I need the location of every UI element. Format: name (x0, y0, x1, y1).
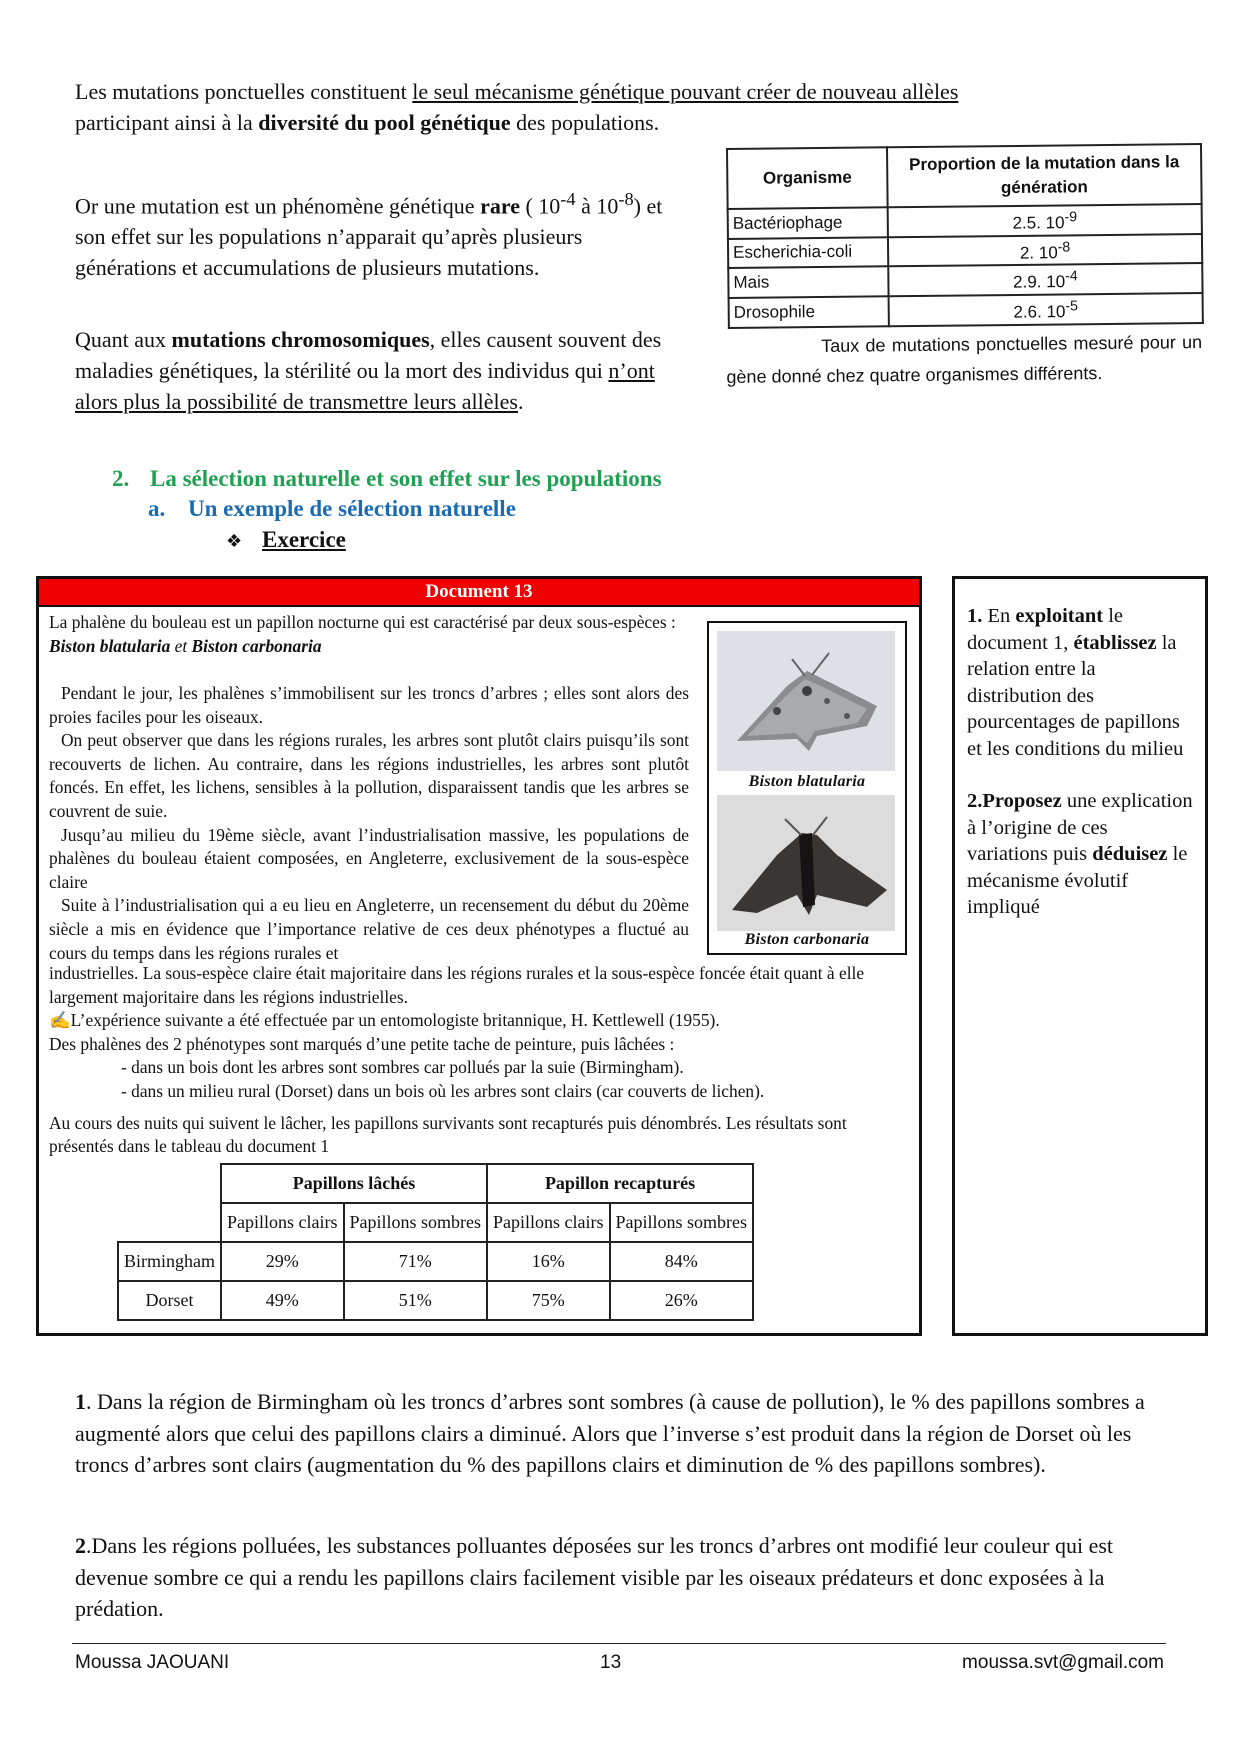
table-row: Mais 2.9. $10^{-4}$ (728, 263, 1202, 298)
document-title: Document 13 (39, 579, 919, 607)
row-header: Birmingham (118, 1242, 221, 1281)
table-row: Escherichia-coli 2. $10^{-8}$ (728, 234, 1202, 269)
results-table (117, 1163, 754, 1321)
list-item: - dans un bois dont les arbres sont sombres car pollués par la suie (Birmingham). (121, 1057, 684, 1078)
answer-1: 1. Dans la région de Birmingham où les troncs d’arbres sont sombres (à cause de pollution), le % des papillons sombres a augmenté alors que celui des papillons clairs a diminué. Alors que l’inverse s’est produit dans la région de Dorset où les troncs d’arbres sont clairs (augmentation du % des papillons clairs et diminution de % des papillons sombres). (75, 1389, 1145, 1477)
exercise-heading: ❖ Exercice (226, 527, 346, 552)
document-box (36, 576, 922, 1336)
question-2: 2.Proposez une explication à l’origine de ces variations puis déduisez le mécanisme évolutif impliqué (967, 790, 1193, 918)
table-row: Dorset 49% 51% 75% 26% (118, 1281, 753, 1320)
row-header: Dorset (118, 1281, 221, 1320)
page-number: 13 (600, 1652, 622, 1673)
intro-paragraph-1: Les mutations ponctuelles constituent le seul mécanisme génétique pouvant créer de nouveau allèles participant ainsi à la diversité du pool génétique des populations. (75, 79, 959, 135)
moth-photos (707, 621, 907, 955)
document-body: Pendant le jour, les phalènes s’immobilisent sur les troncs d’arbres ; elles sont alors des proies faciles pour les oiseaux. On peut observer que dans les régions rurales, les arbres sont plutôt clairs puisqu’ils sont recouverts de lichen. Au contraire, dans les régions industrielles, les arbres sont plutôt foncés. En effet, les lichens, sensibles à la pollution, disparaissent tandis que les arbres se couvrent de suie. Jusqu’au milieu du 19ème siècle, avant l’industrialisation massive, les populations de phalènes du bouleau étaient composées, en Angleterre, exclusivement de la sous-espèce claire Suite à l’industrialisation qui a eu lieu en Angleterre, un recensement du début du 20ème siècle a mis en évidence que l’importance relative de ces deux phénotypes a fluctué au cours du temps dans les régions rurales et (49, 683, 689, 963)
footer-divider (72, 1643, 1166, 1644)
underlined-text: n’ont alors plus la possibilité de transmettre leurs allèles (75, 358, 655, 414)
question-1: 1. En exploitant le document 1, établissez la relation entre la distribution des pourcentages de papillons et les conditions du milieu (967, 605, 1184, 760)
list-item: - dans un milieu rural (Dorset) dans un bois où les arbres sont clairs (car couverts de lichen). (121, 1080, 765, 1101)
mutation-table-caption: Taux de mutations ponctuelles mesuré pour un gène donné chez quatre organismes différents. (726, 332, 1203, 387)
subsection-heading: a. Un exemple de sélection naturelle (148, 496, 516, 521)
intro-paragraph-3: Quant aux mutations chromosomiques, elles causent souvent des maladies génétiques, la stérilité ou la mort des individus qui n’ont alors plus la possibilité de transmettre leurs allèles. (75, 327, 662, 414)
intro-paragraph-2: Or une mutation est un phénomène génétique rare ( $10^{-4}$ à $10^{-8}$) et son effet sur les populations n’apparait qu’après plusieurs générations et accumulations de plusieurs mutations. (75, 189, 663, 281)
table-row: Bactériophage 2.5. $10^{-9}$ (728, 204, 1202, 239)
underlined-text: le seul mécanisme génétique pouvant créer de nouveau allèles (412, 79, 959, 104)
column-header: Proportion de la mutation dans la génération (887, 144, 1202, 207)
footer-author: Moussa JAOUANI (75, 1652, 230, 1673)
mutation-rate-figure (726, 148, 1202, 329)
column-header: Papillons sombres (610, 1203, 754, 1242)
column-group-header: Papillons lâchés (221, 1164, 487, 1203)
dark-moth-image (717, 795, 895, 931)
column-header: Organisme (727, 147, 888, 209)
column-header: Papillons clairs (487, 1203, 610, 1242)
column-header: Papillons clairs (221, 1203, 344, 1242)
column-header: Papillons sombres (344, 1203, 488, 1242)
light-moth-image (717, 631, 895, 771)
document-intro: La phalène du bouleau est un papillon nocturne qui est caractérisé par deux sous-espèces : Biston blatularia et Biston carbonaria (49, 612, 676, 656)
footer-email: moussa.svt@gmail.com (962, 1652, 1164, 1673)
pen-icon: ✍ (49, 1010, 71, 1031)
table-row: Drosophile 2.6. $10^{-5}$ (729, 293, 1203, 328)
section-heading: 2. La sélection naturelle et son effet sur les populations (112, 466, 662, 491)
mutation-rate-table (726, 143, 1204, 329)
column-group-header: Papillon recapturés (487, 1164, 753, 1203)
diamond-bullet-icon: ❖ (226, 531, 243, 552)
questions-box (952, 576, 1208, 1336)
table-row: Birmingham 29% 71% 16% 84% (118, 1242, 753, 1281)
photo-label: Biston carbonaria (744, 931, 870, 948)
answer-2: 2.Dans les régions polluées, les substances polluantes déposées sur les troncs d’arbres ont modifié leur couleur qui est devenue sombre ce qui a rendu les papillons clairs facilement visible par les oiseaux prédateurs et donc exposées à la prédation. (75, 1533, 1114, 1621)
document-body-continued: industrielles. La sous-espèce claire était majoritaire dans les régions rurales et la sous-espèce foncée était quant à elle largement majoritaire dans les régions industrielles. ✍L’expérience suivante a été effectuée par un entomologiste britannique, H. Kettlewell (1955). Des phalènes des 2 phénotypes sont marqués d’une petite tache de peinture, puis lâchées : - dans un bois dont les arbres sont sombres car pollués par la suie (Birmingham). - dans un milieu rural (Dorset) dans un bois où les arbres sont clairs (car couverts de lichen). Au cours des nuits qui suivent le lâcher, les papillons survivants sont recapturés puis dénombrés. Les résultats sont présentés dans le tableau du document 1 (49, 962, 915, 1159)
photo-label: Biston blatularia (748, 773, 866, 790)
